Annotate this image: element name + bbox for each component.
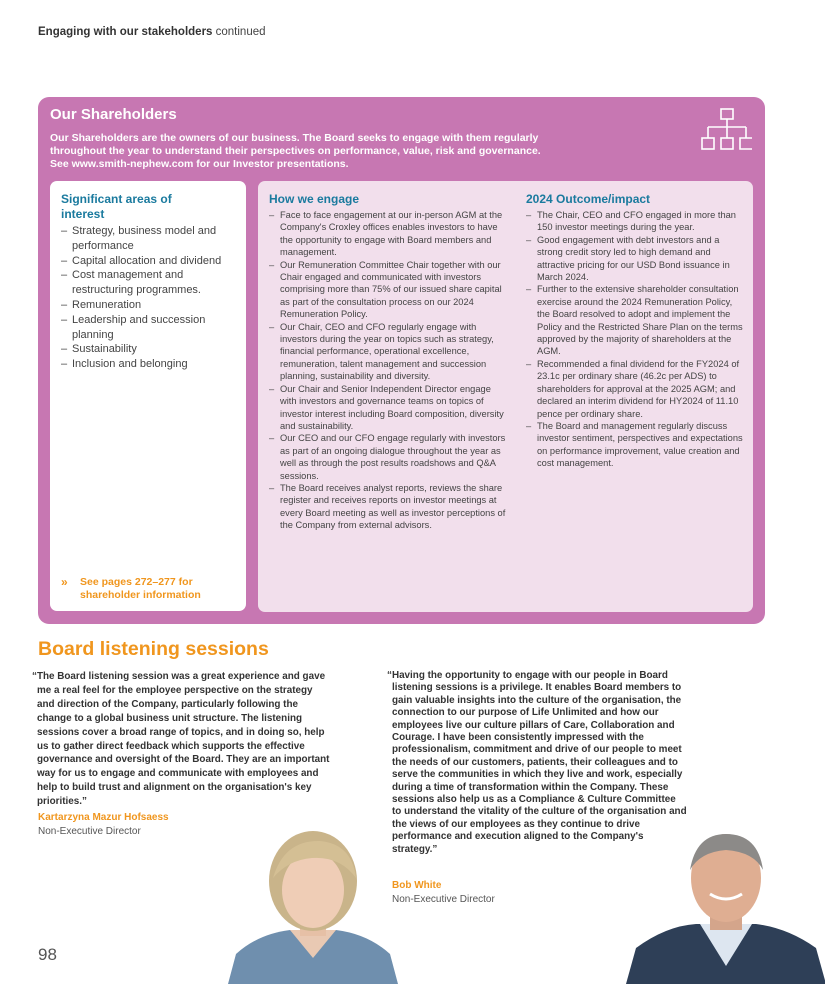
portrait-photo bbox=[228, 826, 398, 984]
list-item: – Cost management and restructuring programmes. bbox=[61, 268, 241, 298]
list-item: – Remuneration bbox=[61, 298, 241, 313]
see-pages-text: See pages 272–277 for shareholder information bbox=[80, 576, 201, 601]
quote-author-role: Non-Executive Director bbox=[392, 894, 495, 905]
list-item: – Face to face engagement at our in-person AGM at the Company's Croxley offices enables investors to have the opportunity to engage with Board members and management. bbox=[269, 209, 509, 259]
shareholders-panel bbox=[38, 97, 765, 624]
list-item: – Good engagement with debt investors and a strong credit story led to high demand and attractive pricing for our USD Bond issuance in March 2024. bbox=[526, 234, 746, 284]
list-item: – Sustainability bbox=[61, 342, 241, 357]
page-number: 98 bbox=[38, 945, 57, 964]
list-item: – Recommended a final dividend for the FY2024 of 23.1c per ordinary share (46.2c per ADS) to shareholders for approval at the 2025 AGM; and declared an interim dividend for HY2024 of 11.10 pence per ordinary share. bbox=[526, 358, 746, 420]
double-chevron-icon: » bbox=[61, 575, 68, 589]
section-header-rest: continued bbox=[215, 26, 266, 38]
quote-kartarzyna: “The Board listening session was a great experience and gave me a real feel for the employee perspective on the strategy and direction of the Company, particularly following the change to a global business unit structure. The listening sessions cover a broad range of topics, and in doing so, help us to gather direct feedback which supports the effective governance and oversight of the Board. They are an important way for us to engage and communicate with employees and help to build trust and alignment on the organisation's key priorities.” bbox=[32, 671, 330, 808]
section-header-bold: Engaging with our stakeholders bbox=[38, 26, 213, 38]
section-header bbox=[38, 26, 266, 38]
list-item: – The Board receives analyst reports, reviews the share register and receives reports on investor meetings at every Board meeting as well as investor perceptions of the Company from external advisors. bbox=[269, 482, 509, 532]
engage-list bbox=[269, 209, 509, 532]
list-item: – Further to the extensive shareholder consultation exercise around the 2024 Remuneration Policy, the Board resolved to adopt and implement the Policy and the Restricted Share Plan on the terms approved by the majority of shareholders at the AGM. bbox=[526, 283, 746, 357]
list-item: – The Chair, CEO and CFO engaged in more than 150 investor meetings during the year. bbox=[526, 209, 746, 234]
list-item: – Capital allocation and dividend bbox=[61, 254, 241, 269]
quote-bob-white: “Having the opportunity to engage with our people in Board listening sessions is a privilege. It enables Board members to gain valuable insights into the culture of the organisation, the connection to our purpose of Life Unlimited and how our employees live our culture pillars of Care, Collaboration and Courage. I have been consistently impressed with the professionalism, commitment and drive of our people to meet the needs of our customers, patients, their colleagues and to serve the communities in which they live and work, especially during a time of transformation within the Company. These sessions also help us as a Compliance & Culture Committee to understand the vitality of the culture of the organisation and the views of our employees as they continue to drive performance and execution aligned to the Company's strategy.” bbox=[387, 670, 687, 855]
list-item: – The Board and management regularly discuss investor sentiment, perspectives and expectations on performance improvement, value creation and cost management. bbox=[526, 420, 746, 470]
outcome-list bbox=[526, 209, 746, 470]
list-item: – Leadership and succession planning bbox=[61, 313, 241, 343]
org-chart-icon bbox=[699, 108, 755, 152]
list-item: – Our Chair and Senior Independent Director engage with investors and governance teams on topics of investor interest including Board composition, diversity and sustainability. bbox=[269, 383, 509, 433]
list-item: – Our Chair, CEO and CFO regularly engage with investors during the year on topics such as strategy, financial performance, operational excellence, remuneration, talent management and succession planning, sustainability and diversity. bbox=[269, 321, 509, 383]
list-item: – Inclusion and belonging bbox=[61, 357, 241, 372]
listening-title: Board listening sessions bbox=[38, 638, 269, 660]
list-item: – Our CEO and our CFO engage regularly with investors as part of an ongoing dialogue throughout the year as well as through the post results roadshows and Q&A sessions. bbox=[269, 432, 509, 482]
shareholders-title: Our Shareholders bbox=[50, 106, 177, 123]
interest-box bbox=[50, 181, 246, 611]
quote-author-name: Kartarzyna Mazur Hofsaess bbox=[38, 812, 169, 823]
quote-author-name: Bob White bbox=[392, 880, 442, 891]
engage-heading: How we engage bbox=[269, 192, 360, 206]
interest-list bbox=[61, 224, 241, 372]
list-item: – Our Remuneration Committee Chair together with our Chair engaged and communicated with investors comprising more than 75% of our issued share capital as part of the consultation process on our 2024 Remuneration Policy. bbox=[269, 259, 509, 321]
quote-author-role: Non-Executive Director bbox=[38, 826, 141, 837]
outcome-heading: 2024 Outcome/impact bbox=[526, 192, 651, 206]
interest-heading: Significant areas of interest bbox=[61, 192, 172, 221]
see-pages-link[interactable] bbox=[61, 576, 241, 602]
shareholders-intro: Our Shareholders are the owners of our business. The Board seeks to engage with them regularly throughout the year to understand their perspectives on performance, value, risk and governance. See www.smith-nephew.com for our Investor presentations. bbox=[50, 132, 541, 170]
list-item: – Strategy, business model and performance bbox=[61, 224, 241, 254]
portrait-photo bbox=[626, 826, 825, 984]
engagement-box bbox=[258, 181, 753, 612]
